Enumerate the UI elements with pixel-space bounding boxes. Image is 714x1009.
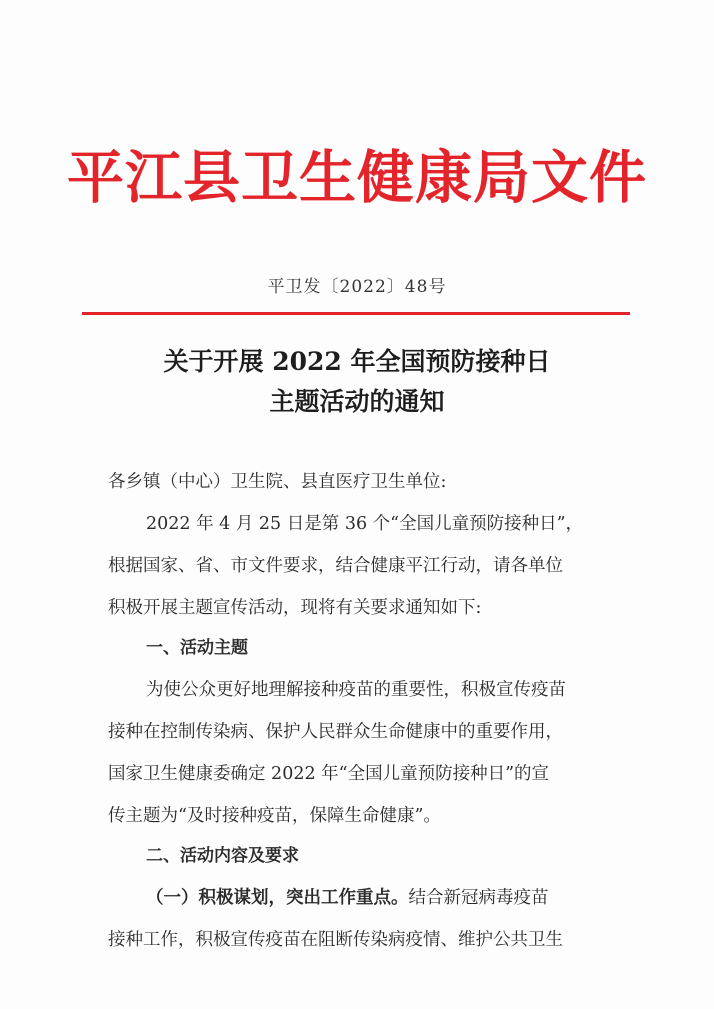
paragraph-line: 接种在控制传染病、保护人民群众生命健康中的重要作用， — [108, 722, 563, 742]
section-heading-2: 二、活动内容及要求 — [146, 846, 299, 866]
subsection-line — [146, 886, 549, 910]
paragraph-line: 接种工作，积极宣传疫苗在阻断传染病疫情、维护公共卫生 — [108, 930, 563, 950]
red-divider-line — [82, 312, 630, 315]
org-document-header: 平江县卫生健康局文件 — [67, 144, 647, 211]
salutation: 各乡镇（中心）卫生院、县直医疗卫生单位: — [108, 472, 447, 492]
paragraph-line: 传主题为“及时接种疫苗，保障生命健康”。 — [108, 806, 441, 826]
notice-title-line-1: 关于开展 2022 年全国预防接种日 — [163, 347, 551, 376]
document-number: 平卫发〔2022〕48号 — [267, 277, 447, 297]
notice-title-line-2: 主题活动的通知 — [269, 387, 445, 416]
subsection-1-text: 结合新冠病毒疫苗 — [408, 888, 549, 908]
paragraph-line: 积极开展主题宣传活动，现将有关要求通知如下: — [108, 598, 482, 618]
section-heading-1: 一、活动主题 — [146, 638, 248, 658]
subsection-1-title: （一）积极谋划，突出工作重点。 — [146, 888, 409, 908]
paragraph-line: 为使公众更好地理解接种疫苗的重要性，积极宣传疫苗 — [146, 680, 566, 700]
paragraph-line: 国家卫生健康委确定 2022 年“全国儿童预防接种日”的宣 — [108, 764, 550, 784]
paragraph-line: 根据国家、省、市文件要求，结合健康平江行动，请各单位 — [108, 556, 563, 576]
paragraph-line: 2022 年 4 月 25 日是第 36 个“全国儿童预防接种日”， — [146, 514, 584, 534]
